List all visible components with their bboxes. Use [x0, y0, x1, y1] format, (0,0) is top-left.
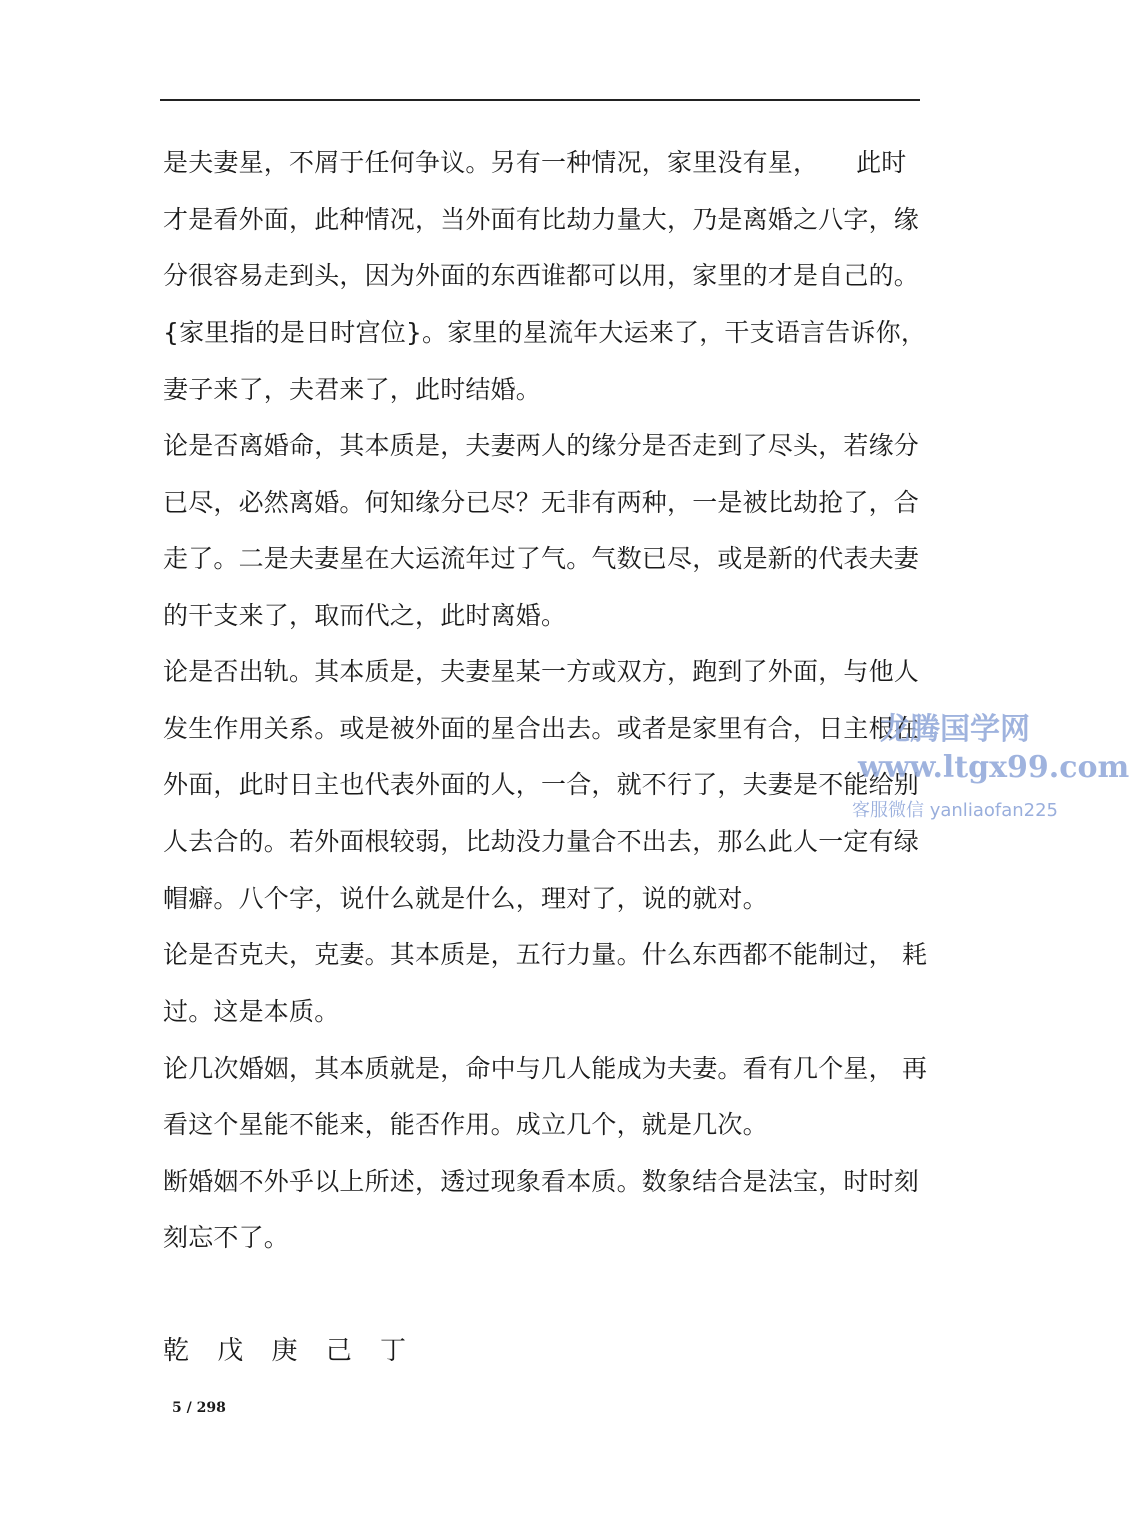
text-line: {家里指的是日时宫位}。家里的星流年大运来了，干支语言告诉你， — [163, 318, 927, 347]
text-line: 的干支来了，取而代之，此时离婚。 — [163, 601, 567, 630]
page-number: 5 / 298 — [172, 1400, 226, 1416]
text-line: 论是否出轨。其本质是，夫妻星某一方或双方，跑到了外面，与他人 — [163, 657, 920, 686]
watermark-contact: 客服微信 yanliaofan225 — [852, 800, 1058, 821]
text-line: 才是看外面，此种情况，当外面有比劫力量大，乃是离婚之八字，缘 — [163, 205, 920, 234]
text-line: 论是否克夫，克妻。其本质是，五行力量。什么东西都不能制过， 耗 — [163, 940, 928, 969]
header-rule — [160, 99, 920, 101]
text-line: 刻忘不了。 — [163, 1223, 290, 1252]
bazi-chart-line: 乾 戊 庚 己 丁 — [163, 1336, 417, 1366]
text-line: 外面，此时日主也代表外面的人，一合，就不行了，夫妻是不能给别 — [163, 770, 920, 799]
text-line: 过。这是本质。 — [163, 997, 340, 1026]
text-line: 人去合的。若外面根较弱，比劫没力量合不出去，那么此人一定有绿 — [163, 827, 920, 856]
text-line: 断婚姻不外乎以上所述，透过现象看本质。数象结合是法宝，时时刻 — [163, 1167, 920, 1196]
watermark-url: www.ltgx99.com — [858, 750, 1129, 785]
text-line: 论几次婚姻，其本质就是，命中与几人能成为夫妻。看有几个星， 再 — [163, 1054, 928, 1083]
watermark-site-name: 龙腾国学网 — [880, 712, 1030, 747]
text-line: 帽癖。八个字，说什么就是什么，理对了，说的就对。 — [163, 884, 768, 913]
text-line: 发生作用关系。或是被外面的星合出去。或者是家里有合，日主根在 — [163, 714, 920, 743]
text-line: 是夫妻星，不屑于任何争议。另有一种情况，家里没有星， 此时 — [163, 148, 907, 177]
text-line: 论是否离婚命，其本质是，夫妻两人的缘分是否走到了尽头，若缘分 — [163, 431, 920, 460]
text-line: 看这个星能不能来，能否作用。成立几个，就是几次。 — [163, 1110, 768, 1139]
text-line: 妻子来了，夫君来了，此时结婚。 — [163, 375, 542, 404]
text-line: 分很容易走到头，因为外面的东西谁都可以用，家里的才是自己的。 — [163, 261, 920, 290]
text-line: 已尽，必然离婚。何知缘分已尽？无非有两种，一是被比劫抢了，合 — [163, 488, 920, 517]
text-line: 走了。二是夫妻星在大运流年过了气。气数已尽，或是新的代表夫妻 — [163, 544, 920, 573]
